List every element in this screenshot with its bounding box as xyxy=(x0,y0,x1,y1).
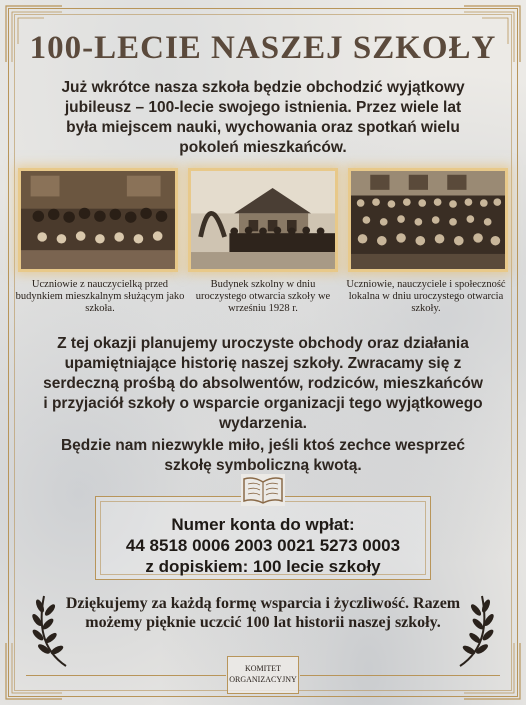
celebration-paragraph: Z tej okazji planujemy uroczyste obchody oraz działania upamiętniające historię naszej szkoły. Zwracamy się z serdeczną prośbą do absolwentów, rodziców, mieszkańców i przyjaciół szkoły o wsparcie organizacji tego wyjątkowego wydarzenia. xyxy=(43,335,483,432)
crowd-photo xyxy=(348,168,508,272)
photo-caption-3: Uczniowie, nauczyciele i społeczność lokalna w dniu uroczystego otwarcia szkoły. xyxy=(346,279,506,314)
account-note: z dopiskiem: 100 lecie szkoły xyxy=(145,557,381,576)
divider-line xyxy=(26,675,226,676)
account-number: 44 8518 0006 2003 0021 5273 0003 xyxy=(125,536,401,555)
old-class-photo xyxy=(18,168,178,272)
committee-badge: KOMITET ORGANIZACYJNY xyxy=(227,656,299,694)
open-book-icon xyxy=(241,474,285,506)
school-building-photo xyxy=(188,168,338,272)
thanks-text: Dziękujemy za każdą formę wsparcia i życzliwość. Razem możemy pięknie uczcić 100 lat historii naszej szkoły. xyxy=(65,595,461,631)
page-title: 100-LECIE NASZEJ SZKOŁY xyxy=(29,30,497,66)
photo-caption-1: Uczniowie z nauczycielką przed budynkiem mieszkalnym służącym jako szkoła. xyxy=(15,279,185,314)
donation-paragraph: Będzie nam niezwykle miło, jeśli ktoś zechce wesprzeć szkołę symboliczną kwotą. xyxy=(60,437,466,474)
intro-text: Już wkrótce nasza szkoła będzie obchodzić wyjątkowy jubileusz – 100-lecie swojego istnienia. Przez wiele lat była miejscem nauki, wychowania oraz spotkań wielu pokoleń mieszkańców. xyxy=(61,79,465,156)
account-details xyxy=(0,514,526,577)
photo-strip xyxy=(18,168,508,276)
account-label: Numer konta do wpłat: xyxy=(171,515,355,534)
divider-line xyxy=(300,675,500,676)
photo-caption-2: Budynek szkolny w dniu uroczystego otwarcia szkoły we wrześniu 1928 r. xyxy=(195,279,331,314)
